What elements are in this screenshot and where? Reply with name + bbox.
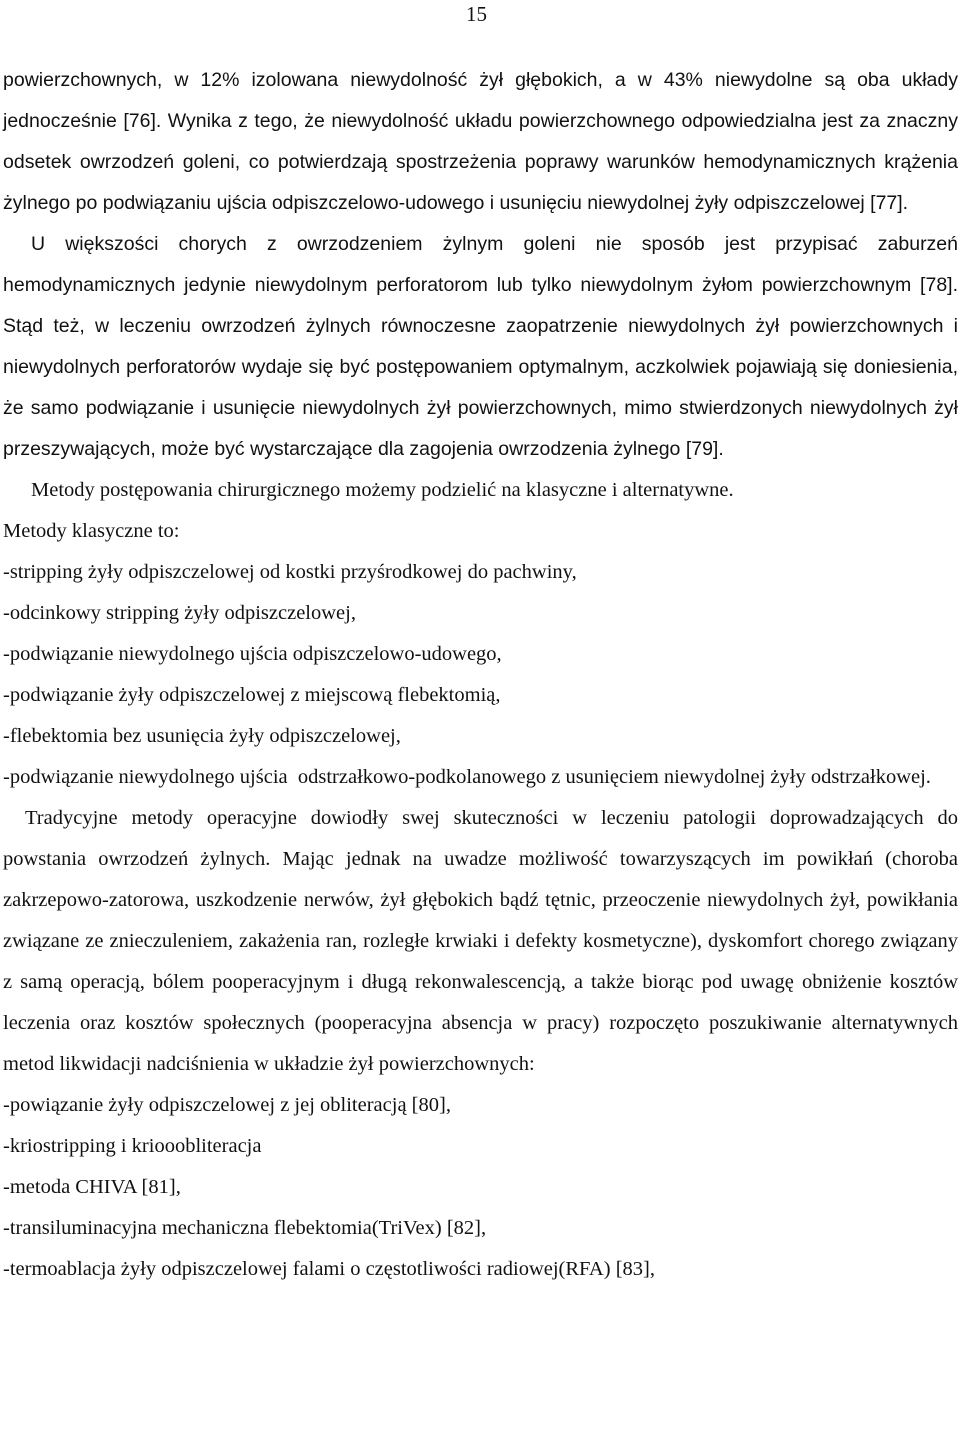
list-item: -odcinkowy stripping żyły odpiszczelowej, — [3, 602, 356, 624]
list-item: -powiązanie żyły odpiszczelowej z jej obliteracją [80], — [3, 1094, 451, 1116]
list-item: -podwiązanie żyły odpiszczelowej z miejscową flebektomią, — [3, 684, 501, 706]
document-body — [3, 60, 958, 1290]
list-item: -metoda CHIVA [81], — [3, 1176, 181, 1198]
paragraph-insufficiency-intro: powierzchownych, w 12% izolowana niewydolność żył głębokich, a w 43% niewydolne są oba układy jednocześnie [76]. Wynika z tego, że niewydolność układu powierzchownego odpowiedzialna jest za znaczny odsetek owrzodzeń goleni, co potwierdzają spostrzeżenia poprawy warunków hemodynamicznych krążenia żylnego po podwiązaniu ujścia odpiszczelowo-udowego i usunięciu niewydolnej żyły odpiszczelowej [77]. — [3, 69, 958, 214]
alternative-methods-list — [3, 1085, 958, 1290]
paragraph-hemodynamics: U większości chorych z owrzodzeniem żylnym goleni nie sposób jest przypisać zaburzeń hemodynamicznych jedynie niewydolnym perforatorom lub tylko niewydolnym żyłom powierzchownym [78]. Stąd też, w leczeniu owrzodzeń żylnych równoczesne zaopatrzenie niewydolnych żył powierzchownych i niewydolnych perforatorów wydaje się być postępowaniem optymalnym, aczkolwiek pojawiają się doniesienia, że samo podwiązanie i usunięcie niewydolnych żył powierzchownych, mimo stwierdzonych niewydolnych żył przeszywających, może być wystarczające dla zagojenia owrzodzenia żylnego [79]. — [3, 233, 958, 460]
paragraph-alternative-methods-intro: Tradycyjne metody operacyjne dowiodły swej skuteczności w leczeniu patologii doprowadzających do powstania owrzodzeń żylnych. Mając jednak na uwadze możliwość towarzyszących im powikłań (choroba zakrzepowo-zatorowa, uszkodzenie nerwów, żył głębokich bądź tętnic, przeoczenie niewydolnych żył, powikłania związane ze znieczuleniem, zakażenia ran, rozległe krwiaki i defekty kosmetyczne), dyskomfort chorego związany z samą operacją, bólem pooperacyjnym i długą rekonwalescencją, a także biorąc pod uwagę obniżenie kosztów leczenia oraz kosztów społecznych (pooperacyjna absencja w pracy) rozpoczęto poszukiwanie alternatywnych metod likwidacji nadciśnienia w układzie żył powierzchownych: — [3, 807, 958, 1075]
paragraph-classic-methods-heading: Metody klasyczne to: — [3, 520, 180, 542]
list-item: -stripping żyły odpiszczelowej od kostki przyśrodkowej do pachwiny, — [3, 561, 577, 583]
list-item: -flebektomia bez usunięcia żyły odpiszczelowej, — [3, 725, 401, 747]
list-item: -transiluminacyjna mechaniczna flebektomia(TriVex) [82], — [3, 1217, 487, 1239]
classic-methods-list — [3, 552, 958, 798]
page-number: 15 — [466, 2, 487, 26]
list-item: -termoablacja żyły odpiszczelowej falami o częstotliwości radiowej(RFA) [83], — [3, 1258, 655, 1280]
paragraph-methods-division: Metody postępowania chirurgicznego możemy podzielić na klasyczne i alternatywne. — [31, 479, 734, 501]
list-item: -podwiązanie niewydolnego ujścia odpiszczelowo-udowego, — [3, 643, 502, 665]
list-item: -podwiązanie niewydolnego ujścia odstrzałkowo-podkolanowego z usunięciem niewydolnej żyły odstrzałkowej. — [3, 766, 931, 788]
list-item: -kriostripping i kriooobliteracja — [3, 1135, 262, 1157]
